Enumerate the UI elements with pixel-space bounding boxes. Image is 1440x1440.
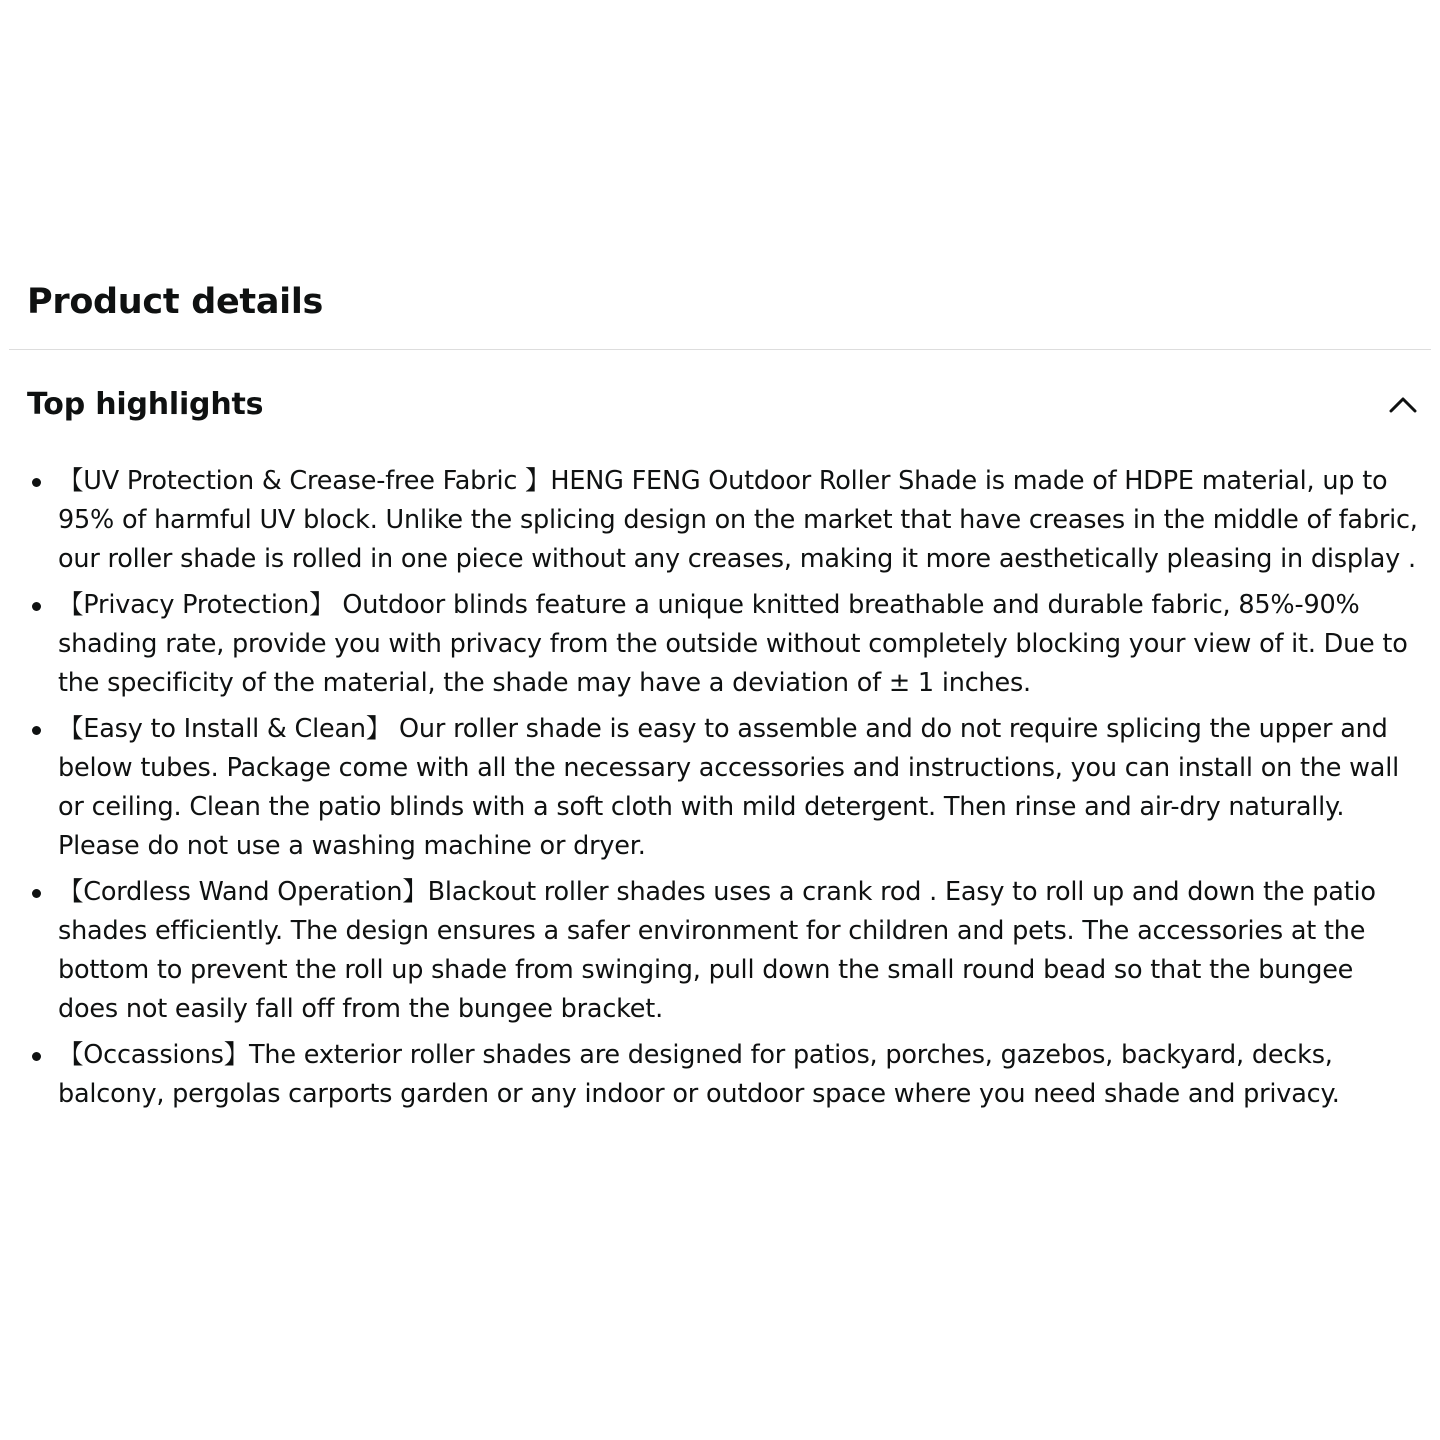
list-item bbox=[0, 462, 1440, 579]
bullet-icon bbox=[32, 889, 41, 898]
list-item-text: 【Privacy Protection】 Outdoor blinds feature a unique knitted breathable and durable fabric, 85%-90% shading rate, provide you with privacy from the outside without completely blocking your view of it. Due to the specificity of the material, the shade may have a deviation of ± 1 inches. bbox=[58, 590, 1408, 698]
bullet-icon bbox=[32, 726, 41, 735]
page-title: Product details bbox=[27, 282, 324, 322]
list-item bbox=[0, 1036, 1440, 1114]
bullet-icon bbox=[32, 1052, 41, 1061]
section-title: Top highlights bbox=[27, 387, 264, 422]
list-item-text: 【UV Protection & Crease-free Fabric 】HENG FENG Outdoor Roller Shade is made of HDPE material, up to 95% of harmful UV block. Unlike the splicing design on the market that have creases in the middle of fabric, our roller shade is rolled in one piece without any creases, making it more aesthetically pleasing in display . bbox=[58, 466, 1418, 574]
list-item-text: 【Easy to Install & Clean】 Our roller shade is easy to assemble and do not require splicing the upper and below tubes. Package come with all the necessary accessories and instructions, you can install on the wall or ceiling. Clean the patio blinds with a soft cloth with mild detergent. Then rinse and air-dry naturally. Please do not use a washing machine or dryer. bbox=[58, 714, 1399, 861]
list-item bbox=[0, 873, 1440, 1029]
section-divider bbox=[9, 349, 1431, 350]
list-item-text: 【Cordless Wand Operation】Blackout roller shades uses a crank rod . Easy to roll up and down the patio shades efficiently. The design ensures a safer environment for children and pets. The accessories at the bottom to prevent the roll up shade from swinging, pull down the small round bead so that the bungee does not easily fall off from the bungee bracket. bbox=[58, 877, 1376, 1024]
list-item bbox=[0, 710, 1440, 866]
top-highlights-header[interactable] bbox=[27, 381, 1417, 429]
bullet-icon bbox=[32, 602, 41, 611]
list-item-text: 【Occassions】The exterior roller shades are designed for patios, porches, gazebos, backyard, decks, balcony, pergolas carports garden or any indoor or outdoor space where you need shade and privacy. bbox=[58, 1040, 1340, 1109]
highlights-list bbox=[0, 462, 1440, 1121]
chevron-up-icon[interactable] bbox=[1389, 391, 1417, 419]
bullet-icon bbox=[32, 478, 41, 487]
list-item bbox=[0, 586, 1440, 703]
